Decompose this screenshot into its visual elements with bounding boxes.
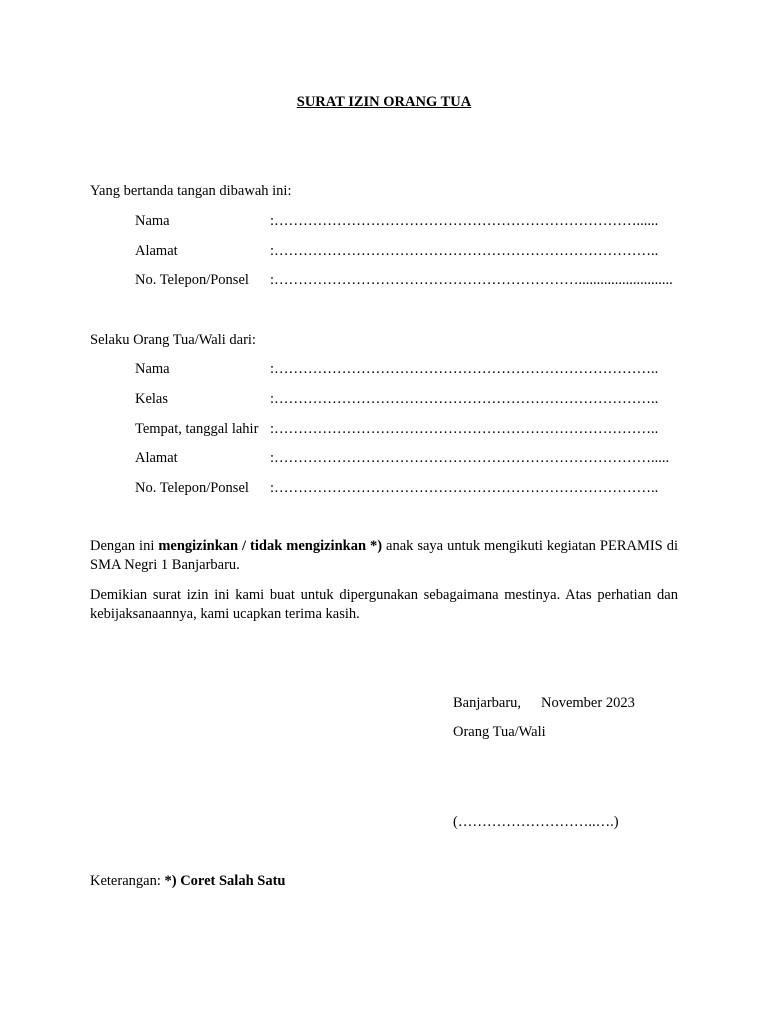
field-blank: :…………………………………………………………………...... [270, 213, 659, 229]
field-label: No. Telepon/Ponsel [135, 272, 249, 288]
permission-paragraph [90, 537, 678, 575]
signature-name-blank: (………………………..….) [453, 814, 619, 830]
footnote [90, 872, 285, 890]
signature-date: November 2023 [541, 695, 635, 711]
child-intro: Selaku Orang Tua/Wali dari: [90, 332, 256, 348]
field-blank: :…………………………………………………………………….. [270, 243, 659, 259]
closing-paragraph: Demikian surat izin ini kami buat untuk dipergunakan sebagaimana mestinya. Atas perhatian dan kebijaksanaannya, kami ucapkan terima kasih. [90, 587, 678, 622]
permission-suffix: anak saya untuk mengikuti kegiatan PERAMIS di SMA Negri 1 Banjarbaru. [90, 538, 678, 573]
letter-title: SURAT IZIN ORANG TUA [296, 94, 472, 110]
parent-intro: Yang bertanda tangan dibawah ini: [90, 183, 292, 199]
field-label: No. Telepon/Ponsel [135, 480, 249, 496]
field-label: Nama [135, 361, 170, 377]
permission-prefix: Dengan ini [90, 538, 159, 554]
permission-choice: mengizinkan / tidak mengizinkan *) [158, 538, 383, 554]
field-label: Tempat, tanggal lahir [135, 421, 259, 437]
field-blank: :……………………………………………………………………..... [270, 450, 670, 466]
field-blank: :……………………………………………………….......................... [270, 272, 673, 288]
footnote-label: Keterangan: [90, 873, 165, 889]
field-blank: :…………………………………………………………………….. [270, 421, 659, 437]
field-blank: :…………………………………………………………………….. [270, 480, 659, 496]
field-blank: :…………………………………………………………………….. [270, 391, 659, 407]
field-label: Nama [135, 213, 170, 229]
signature-role: Orang Tua/Wali [453, 724, 546, 740]
field-label: Alamat [135, 450, 178, 466]
field-label: Alamat [135, 243, 178, 259]
field-label: Kelas [135, 391, 169, 407]
signature-place: Banjarbaru, [453, 695, 522, 711]
field-blank: :…………………………………………………………………….. [270, 361, 659, 377]
footnote-text: *) Coret Salah Satu [164, 873, 286, 889]
